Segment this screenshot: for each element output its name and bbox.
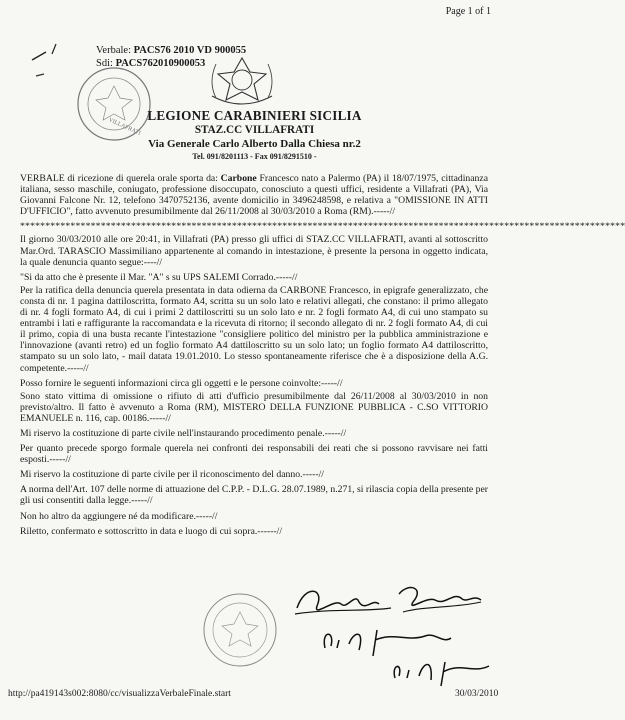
paragraph-facts: Sono stato vittima di omissione o rifiuto di atti d'ufficio presumibilmente dal 26/11/2008 al 30/03/2010 in non previsto/altro. Il fatto è avvenuto a Roma (RM), MISTERO DELLA FUNZIONE PUBBLICA - C.SO VITTORIO EMANUELE n. 116, cap. 00186.-----// — [20, 390, 488, 424]
separator-stars: ************************************************************************************************************************ — [20, 221, 625, 233]
footer-date: 30/03/2010 — [455, 689, 499, 699]
station-phone: Tel. 091/8201113 - Fax 091/8291510 - — [192, 152, 317, 161]
paragraph-presence: "Si da atto che è presente il Mar. "A" s su UPS SALEMI Corrado.-----// — [20, 271, 298, 283]
paragraph-ratification: Per la ratifica della denuncia querela presentata in data odierna da CARBONE Francesco, in epigrafe generalizzato, che consta di nr. 1 pagina dattiloscritta, formato A4, scritta su un solo lato e relativi allegati, che constano: il primo allegato di nr. 4 fogli formato A4, di cui i primi 2 dattiloscritti su un solo lato e nr. 2 fogli formato A4, di cui uno stampato su entrambi i lati e raffigurante la raccomandata e la ricevuta di ritorno; il secondo allegato di nr. 2 fogli formato A4, di cui il primo, copia di una busta recante l'intestazione "consigliere politico del ministro per la pubblica amministrazione e l'innovazione (avanti retro) ed un foglio formato A4 dattiloscritto su un solo lato; un foglio formato A4 dattiloscritto, stampato su un solo lato, - mail datata 19.01.2010. Lo stesso spontaneamente riferisce che è a disposizione della A.G. competente.-----// — [20, 284, 488, 374]
paragraph-nothing-to-add: Non ho altro da aggiungere né da modificare.-----// — [20, 510, 218, 522]
signatures — [295, 578, 495, 688]
report-intro: VERBALE di ricezione di querela orale sporta da: Carbone Francesco nato a Palermo (PA) il 18/07/1975, cittadinanza italiana, sesso maschile, coniugato, professione disoccupato, conosciuto a questi uffici, residente a Villafrati (PA), Via Giovanni Falcone Nr. 12, telefono 3470752136, avente domicilio in 3496248598, e relativa a "OMISSIONE IN ATTI D'UFFICIO", fatto avvenuto presumibilmente dal 26/11/2008 al 30/03/2010 a Roma (RM).-----// — [20, 173, 489, 218]
sdi-number: PACS762010900053 — [115, 58, 206, 69]
report-body — [20, 173, 625, 539]
paragraph-date: Il giorno 30/03/2010 alle ore 20:41, in Villafrati (PA) presso gli uffici di STAZ.CC VILLAFRATI, avanti al sottoscritto Mar.Ord. TARASCIO Massimiliano appartenente al comando in intestazione, è presente la persona in oggetto indicata, la quale denuncia quanto segue:----// — [20, 234, 488, 268]
republic-emblem — [198, 54, 286, 106]
org-name: LEGIONE CARABINIERI SICILIA — [147, 108, 362, 123]
paragraph-copy: A norma dell'Art. 107 delle norme di attuazione del C.P.P. - D.L.G. 28.07.1989, n.271, si rilascia copia della presente per gli usi consentiti dalla legge.-----// — [20, 484, 488, 507]
paragraph-civil-party: Mi riservo la costituzione di parte civile nell'instaurando procedimento penale.-----// — [20, 427, 347, 439]
stamp-text: VILLAFRATI — [107, 117, 142, 137]
verbale-number: PACS76 2010 VD 900055 — [133, 45, 247, 56]
station-name: STAZ.CC VILLAFRATI — [194, 124, 315, 136]
station-address: Via Generale Carlo Alberto Dalla Chiesa nr.2 — [148, 138, 361, 150]
paragraph-closing: Riletto, confermato e sottoscritto in data e luogo di cui sopra.------// — [20, 525, 283, 537]
paragraph-info: Posso fornire le seguenti informazioni circa gli oggetti e le persone coinvolte:-----// — [20, 377, 343, 389]
sdi-label: Sdi: — [96, 58, 113, 69]
verbale-label: Verbale: — [96, 45, 131, 56]
bottom-stamp — [200, 590, 280, 670]
page-number: Page 1 of 1 — [445, 6, 491, 17]
footer-url: http://pa419143s002:8080/cc/visualizzaVerbaleFinale.start — [8, 689, 231, 699]
paragraph-damage: Mi riservo la costituzione di parte civile per il riconoscimento del danno.-----// — [20, 469, 324, 481]
paragraph-complaint: Per quanto precede sporgo formale querela nei confronti dei responsabili dei reati che si possono ravvisare nei fatti esposti.-----// — [20, 443, 488, 466]
